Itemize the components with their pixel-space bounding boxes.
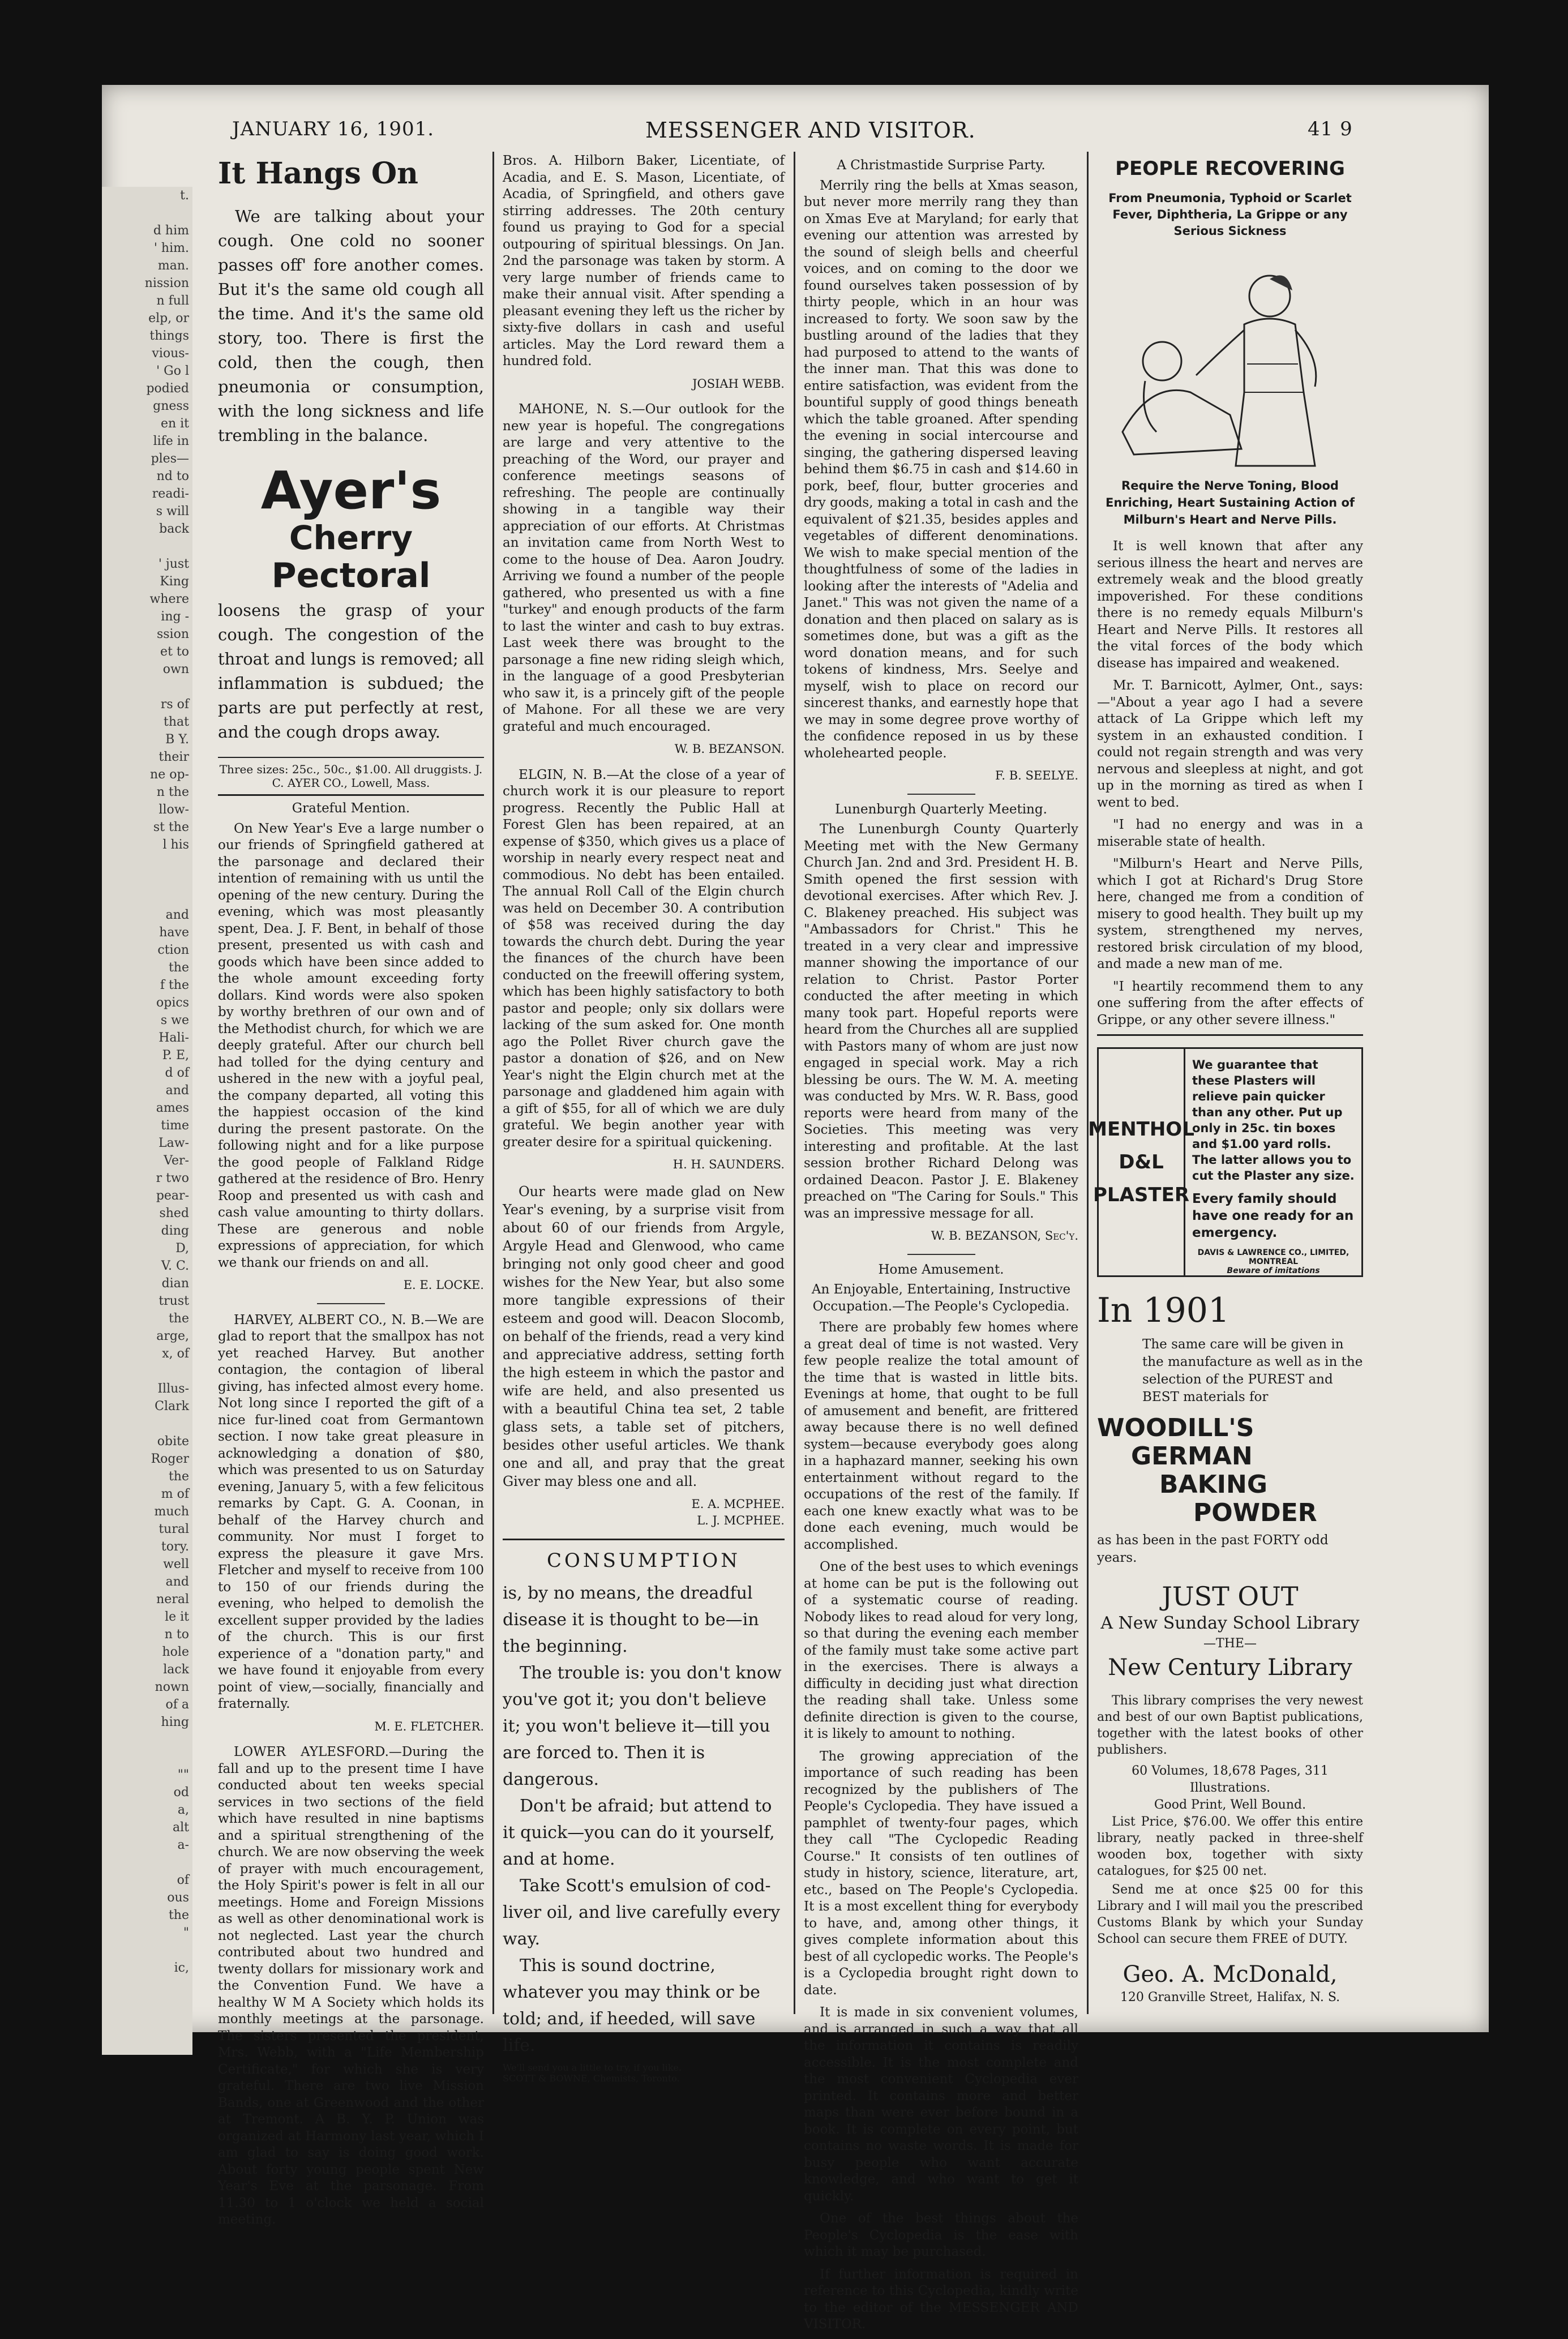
margin-fragment: x, of bbox=[162, 1347, 189, 1361]
margin-fragment: en it bbox=[160, 417, 189, 431]
lunenburgh-signature: W. B. BEZANSON, Sec'y. bbox=[931, 1229, 1078, 1243]
ad-headline: It Hangs On bbox=[218, 156, 418, 191]
justout-the: —THE— bbox=[1203, 1637, 1257, 1651]
grateful-signature: E. E. LOCKE. bbox=[403, 1278, 484, 1292]
margin-fragment: od bbox=[173, 1785, 189, 1800]
ad-product-line-1: Cherry bbox=[289, 519, 413, 557]
home-text-5: One of the best things about the People's Cyclopedia is the ease with which it may be purchased. bbox=[804, 2211, 1078, 2259]
ad-sizes: Three sizes: 25c., 50c., $1.00. All druggists. J. C. AYER CO., Lowell, Mass. bbox=[218, 757, 484, 790]
consumption-p4: Take Scott's emulsion of cod-liver oil, and live carefully every way. bbox=[503, 1875, 781, 1949]
justout-seller: Geo. A. McDonald, bbox=[1123, 1961, 1338, 1987]
column-2 bbox=[503, 153, 785, 2084]
margin-fragment bbox=[102, 1363, 192, 1380]
margin-fragment: gness bbox=[153, 399, 189, 413]
column-4 bbox=[1088, 153, 1363, 2006]
consumption-title: CONSUMPTION bbox=[546, 1549, 740, 1572]
margin-fragment bbox=[102, 1415, 192, 1433]
margin-fragment: hing bbox=[161, 1715, 189, 1729]
margin-fragment bbox=[102, 1749, 192, 1766]
margin-fragment: V. C. bbox=[161, 1259, 189, 1273]
recovering-body-2: Mr. T. Barnicott, Aylmer, Ont., says:—"About a year ago I had a severe attack of La Grippe which left my system in an exhausted condition. I could not regain strength and was very nervous and sleepless at night, and got up in the morning as tired as when I went to bed. bbox=[1097, 678, 1363, 810]
margin-fragment: tural bbox=[158, 1522, 189, 1536]
margin-fragment: the bbox=[168, 1312, 189, 1326]
newspaper-page bbox=[102, 85, 1489, 2332]
intro-text: Bros. A. Hilborn Baker, Licentiate, of Acadia, and E. S. Mason, Licentiate, of Acadia, of Springfield, and others gave stirring addresses. The 20th century found us praying to God for a special outpouring of spiritual blessings. On Jan. 2nd the parsonage was taken by storm. A very large number of friends came to make their annual visit. After spending a pleasant evening they left us the richer by sixty-five dollars in cash and useful articles. May the Lord reward them a hundred fold. bbox=[503, 153, 785, 369]
illustration-nurse-patient bbox=[1100, 245, 1360, 472]
aylesford-text: LOWER AYLESFORD.—During the fall and up to the present time I have conducted about ten weeks special services in two sections of the field which have resulted in nine baptisms and a spiritual strengthening of the church. We are now observing the week of prayer with much encouragement, the Holy Spirit's power is felt in all our meetings. Home and Foreign Missions as well as other denominational work is not neglected. Last year the church contributed about two hundred and twenty dollars for missionary work and the Convention Fund. We have a healthy W M A Society which holds its monthly meetings at the parsonage. The sisters presented the president, Mrs. Webb, with a "Life Membership Certificate," for which she is very grateful. There are two live Mission Bands, one at Greenwood and the other at Tremont. A B. Y. P. Union was organized at Harmony last year, which I am glad to say is doing good work. About forty young people spent New Year's Eve at the parsonage. From 11.30 to 1 o'clock we held a social meeting. bbox=[218, 1745, 484, 2227]
consumption-p1: is, by no means, the dreadful disease it is thought to be—in the beginning. bbox=[503, 1583, 759, 1656]
home-text-4: It is made in six convenient volumes, and is arranged in such a way that all the information it contains is readily accessible. It is the most complete and the most convenient Cyclopedia ever printed. It contains more and better maps than were ever before bound in a book. It is complete on every point, but contains no waste words. It is made for busy people who want accurate knowledge, and who want to get it quickly. bbox=[804, 2005, 1078, 2204]
margin-fragment: and bbox=[165, 1083, 189, 1098]
woodill-line-1: WOODILL'S bbox=[1097, 1413, 1254, 1442]
margin-fragment: the bbox=[168, 961, 189, 975]
divider bbox=[907, 1254, 975, 1255]
margin-fragment: a, bbox=[177, 1803, 189, 1817]
justout-title: JUST OUT bbox=[1162, 1581, 1299, 1612]
margin-fragment: things bbox=[149, 329, 189, 343]
margin-fragment: D, bbox=[175, 1241, 189, 1256]
recovering-body-4: "Milburn's Heart and Nerve Pills, which I got at Richard's Drug Store here, changed me from a condition of misery to good health. They built up my system, strengthened my nerves, restored brisk circulation of my blood, and made a new man of me. bbox=[1097, 856, 1363, 971]
elgin-signature: H. H. SAUNDERS. bbox=[672, 1158, 785, 1171]
header-date: JANUARY 16, 1901. bbox=[232, 118, 435, 140]
margin-fragment: man. bbox=[157, 259, 189, 273]
justout-stats: 60 Volumes, 18,678 Pages, 311 Illustrations. bbox=[1132, 1764, 1329, 1795]
xmas-text: Merrily ring the bells at Xmas season, but never more merrily rang they than on Xmas Eve at Maryland; for early that evening our attention was arrested by the sound of sleigh bells and cheerful voices, and on coming to the door we found ourselves taken possession of by thirty people, which in an hour was increased to forty. We soon saw by the bustling around of the ladies that they had purposed to attend to the wants of the inner man. That this was done to entire satisfaction, was evident from the bountiful supply of good things beneath which the table groaned. After spending the evening in social intercourse and singing, the gathering dispersed leaving behind them $6.75 in cash and $14.60 in pork, beef, flour, butter groceries and dry goods, making a total in cash and the equivalent of $21.35, besides apples and vegetables of different denominations. We wish to make special mention of the thoughtfulness of some of the ladies in looking after the interests of "Adelia and Janet." This was not given the name of a donation and then placed on salary as is sometimes done, but was a gift as the word donation means, and for such tokens of kindness, Mrs. Seelye and myself, wish to place on record our sincerest thanks, and earnestly hope that we may in some degree prove worthy of the confidence reposed in us by these wholehearted people. bbox=[804, 178, 1078, 761]
margin-fragment: ding bbox=[161, 1224, 189, 1238]
margin-fragment: "" bbox=[177, 1768, 189, 1782]
margin-fragment: nd to bbox=[156, 469, 189, 483]
margin-fragment: trust bbox=[158, 1294, 189, 1308]
lunenburgh-text: The Lunenburgh County Quarterly Meeting met with the New Germany Church Jan. 2nd and 3rd. President H. B. Smith opened the first session with devotional exercises. After which Rev. J. C. Blakeney preached. His subject was "Ambassadors for Christ." This he treated in a very clear and impressive manner showing the importance of our relation to Christ. Pastor Porter conducted the after meeting in which many took part. Hopeful reports were heard from the Churches all are supplied with Pastors many of whom are just now engaged in special work. May a rich blessing be ours. The W. M. A. meeting was conducted by Mrs. W. R. Bass, good reports were heard from many of the Societies. This meeting was very interesting and profitable. At the last session brother Richard Delong was ordained Deacon. Pastor J. E. Blakeney preached on "The Caring for Souls." This was an impressive message for all. bbox=[804, 822, 1078, 1221]
ad-body-2: loosens the grasp of your cough. The congestion of the throat and lungs is removed; all inflammation is subdued; the parts are put perfectly at rest, and the cough drops away. bbox=[218, 601, 484, 742]
woodill-text-2: as has been in the past FORTY odd years. bbox=[1097, 1533, 1329, 1565]
margin-fragment: le it bbox=[165, 1610, 189, 1624]
new-century-library-ad bbox=[1097, 1580, 1363, 2006]
harvey-text: HARVEY, ALBERT CO., N. B.—We are glad to report that the smallpox has not yet reached Harvey. But another contagion, the contagion of liberal giving, has infected almost every home. Not long since I reported the gift of a nice fur-lined coat from Germantown section. I now take great pleasure in acknowledging a donation of $80, which was presented to us on Saturday evening, January 5, with a few felicitous remarks by Capt. G. A. Coonan, in behalf of the Harvey church and community. Nor must I forget to express the pleasure it gave Mrs. Fletcher and myself to receive from 100 to 150 of our friends during the evening, who helped to demolish the excellent supper provided by the ladies of the church. This is our first experience of a "donation party," and we have found it enjoyable from every point of view,—socially, financially and fraternally. bbox=[218, 1312, 484, 1711]
margin-fragment: llow- bbox=[158, 803, 189, 817]
margin-fragment: " bbox=[183, 1926, 189, 1940]
margin-fragment bbox=[102, 204, 192, 222]
margin-fragment: d of bbox=[165, 1066, 189, 1080]
margin-fragment: ing - bbox=[161, 610, 189, 624]
mahone-text: MAHONE, N. S.—Our outlook for the new year is hopeful. The congregations are large and very attentive to the preaching of the Word, our prayer and conference meetings seasons of refreshing. The people are continually showing in a tangible way their appreciation of our efforts. At Christmas an invitation came from North West to come to the house of Dea. Aaron Joudry. Arriving we found a number of the people gathered, who presented us with a fine "turkey" and enough products of the farm to last the winter and cash to buy extras. Last week there was brought to the parsonage a fine new riding sleigh which, in the language of a good Presbyterian who saw it, is a princely gift of the people of Mahone. For all these we are very grateful and much encouraged. bbox=[503, 402, 785, 734]
argyle-signature-2: L. J. MCPHEE. bbox=[697, 1514, 785, 1527]
margin-fragment: back bbox=[159, 522, 189, 536]
woodill-text-1: The same care will be given in the manufacture as well as in the selection of the PUREST and BEST materials for bbox=[1142, 1337, 1363, 1404]
mahone-signature: W. B. BEZANSON. bbox=[674, 742, 785, 756]
grateful-text: On New Year's Eve a large number o our friends of Springfield gathered at the parsonage and declared their intention of remaining with us until the opening of the new century. During the evening, which was most pleasantly spent, Dea. J. F. Bent, in behalf of those present, presented us with cash and goods which have been since added to the whole amount exceeding forty dollars. Kind words were also spoken by worthy brethren of our own and of the Methodist church, for which we are deeply grateful. After our church bell had tolled for the dying century and ushered in the new with a joyful peal, the company departed, all voting this the happiest occasion of the kind during the present pastorate. On the following night and for a like purpose the good people of Falkland Ridge gathered at the residence of Bro. Henry Roop and presented us with cash and cash value amounting to thirty dollars. These are generous and noble expressions of appreciation, for which we thank our friends on and all. bbox=[218, 821, 484, 1270]
ad-body: We are talking about your cough. One cold no sooner passes off' fore another comes. But it's the same old cough all the time. And it's the same old story, too. There is first the cold, then the cough, then pneumonia or consumption, with the long sickness and life trembling in the balance. bbox=[218, 207, 484, 445]
consumption-ad bbox=[503, 1549, 785, 2084]
margin-fragment: where bbox=[149, 592, 189, 606]
margin-fragment: d him bbox=[153, 224, 189, 238]
margin-fragment: obite bbox=[157, 1434, 189, 1449]
argyle-signature-1: E. A. MCPHEE. bbox=[691, 1497, 785, 1511]
margin-fragment: st the bbox=[153, 820, 189, 834]
recovering-subtitle: From Pneumonia, Typhoid or Scarlet Fever, Diphtheria, La Grippe or any Serious Sickness bbox=[1108, 191, 1352, 238]
recovering-body-5: "I heartily recommend them to any one suffering from the after effects of Grippe, or any other severe illness." bbox=[1097, 979, 1363, 1027]
margin-fragment: Illus- bbox=[157, 1382, 189, 1396]
margin-fragment: have bbox=[159, 926, 189, 940]
margin-fragment: vious- bbox=[152, 346, 189, 361]
harvey-signature: M. E. FLETCHER. bbox=[374, 1719, 484, 1733]
margin-fragment: opics bbox=[156, 996, 189, 1010]
ad-brand: Ayer's bbox=[260, 460, 442, 521]
margin-fragment: Ver- bbox=[164, 1154, 189, 1168]
margin-fragment: l his bbox=[162, 838, 189, 852]
margin-fragment: their bbox=[158, 750, 189, 764]
plaster-label: PLASTER bbox=[1093, 1184, 1189, 1206]
justout-address: 120 Granville Street, Halifax, N. S. bbox=[1120, 1990, 1340, 2004]
margin-fragment: ous bbox=[167, 1891, 189, 1905]
ayers-ad bbox=[218, 156, 484, 796]
margin-fragment: ' him. bbox=[153, 241, 189, 255]
margin-fragment: life in bbox=[153, 434, 189, 448]
lunenburgh-heading: Lunenburgh Quarterly Meeting. bbox=[835, 802, 1047, 817]
menthol-beware: Beware of imitations bbox=[1227, 1266, 1320, 1275]
margin-fragment: ic, bbox=[174, 1961, 189, 1975]
margin-fragment: s we bbox=[160, 1013, 189, 1027]
woodill-line-4: POWDER bbox=[1193, 1498, 1317, 1527]
menthol-plaster-ad bbox=[1088, 1047, 1363, 1277]
divider bbox=[907, 794, 975, 795]
margin-fragment: and bbox=[165, 1575, 189, 1589]
justout-subtitle: A New Sunday School Library bbox=[1100, 1613, 1360, 1633]
header-title: MESSENGER AND VISITOR. bbox=[645, 118, 976, 143]
margin-fragment: dian bbox=[161, 1276, 189, 1291]
woodill-year: In 1901 bbox=[1097, 1291, 1230, 1330]
justout-bound: Good Print, Well Bound. bbox=[1154, 1798, 1306, 1812]
menthol-maker: DAVIS & LAWRENCE CO., LIMITED, MONTREAL bbox=[1197, 1248, 1349, 1266]
woodill-line-2: GERMAN bbox=[1131, 1442, 1253, 1471]
header-page-number: 41 9 bbox=[1308, 118, 1353, 140]
menthol-family: Every family should have one ready for an emergency. bbox=[1192, 1192, 1354, 1240]
xmas-signature: F. B. SEELYE. bbox=[995, 769, 1078, 782]
consumption-p5: This is sound doctrine, whatever you may think or be told; and, if heeded, will save life. bbox=[503, 1955, 760, 2055]
margin-fragment: tory. bbox=[161, 1540, 189, 1554]
margin-fragment: that bbox=[164, 715, 189, 729]
margin-fragment: of bbox=[177, 1873, 189, 1887]
margin-fragment: Roger bbox=[151, 1452, 189, 1466]
margin-fragment: n the bbox=[156, 785, 189, 799]
margin-fragment: pear- bbox=[156, 1189, 189, 1203]
woodill-ad bbox=[1097, 1291, 1363, 1567]
previous-page-margin bbox=[102, 187, 192, 2055]
woodill-line-3: BAKING bbox=[1159, 1470, 1267, 1499]
column-3 bbox=[804, 153, 1078, 2339]
margin-fragment: Law- bbox=[158, 1136, 189, 1150]
consumption-p2: The trouble is: you don't know you've got it; you don't believe it; you won't believe it—till you are forced to. Then it is dangerous. bbox=[503, 1663, 782, 1789]
home-text-3: The growing appreciation of the importance of such reading has been recognized by the publishers of The People's Cyclopedia. They have issued a pamphlet of twenty-four pages, which they call "The Cyclopedic Reading Course." It consists of ten outlines of study in history, science, literature, art, etc., based on The People's Cyclopedia. It is a most excellent thing for everybody to have, and, among other things, it gives complete information about this best of all cyclopedic works. The People's is a Cyclopedia brought right down to date. bbox=[804, 1749, 1078, 1998]
margin-fragment: m of bbox=[161, 1487, 189, 1501]
ad-product-line-2: Pectoral bbox=[271, 556, 431, 596]
column-rule-2 bbox=[794, 152, 795, 2014]
margin-fragment bbox=[102, 1942, 192, 1959]
margin-fragment: ples— bbox=[151, 452, 189, 466]
margin-fragment bbox=[102, 538, 192, 555]
margin-fragment: P. E, bbox=[162, 1048, 189, 1063]
margin-fragment: neral bbox=[156, 1592, 189, 1607]
intro-signature: JOSIAH WEBB. bbox=[692, 376, 785, 391]
recovering-ad bbox=[1097, 157, 1363, 1036]
margin-fragment: rs of bbox=[160, 697, 189, 712]
margin-fragment: Clark bbox=[155, 1399, 189, 1413]
margin-fragment: ames bbox=[156, 1101, 189, 1115]
ad-divider bbox=[1097, 1034, 1363, 1036]
column-rule-1 bbox=[492, 152, 494, 2014]
home-text-6: If further information is required in reference to this Cyclopedia, kindly write to the editor of the MESSENGER AND VISITOR. bbox=[804, 2267, 1078, 2332]
margin-fragment bbox=[102, 678, 192, 696]
consumption-footer-2: SCOTT & BOWNE, Chemists, Toronto. bbox=[503, 2072, 680, 2084]
margin-fragment: n to bbox=[164, 1627, 189, 1642]
consumption-ad-divider bbox=[503, 1539, 785, 1540]
recovering-caption: Require the Nerve Toning, Blood Enriching, Heart Sustaining Action of Milburn's Heart and Nerve Pills. bbox=[1105, 479, 1355, 526]
margin-fragment bbox=[102, 871, 192, 889]
margin-fragment: podied bbox=[146, 382, 189, 396]
ad-divider bbox=[218, 794, 484, 796]
home-subheading: An Enjoyable, Entertaining, Instructive Occupation.—The People's Cyclopedia. bbox=[811, 1282, 1071, 1314]
margin-fragment: of a bbox=[165, 1698, 189, 1712]
margin-fragment: Hali- bbox=[158, 1031, 189, 1045]
margin-fragment bbox=[102, 889, 192, 906]
home-heading: Home Amusement. bbox=[878, 1262, 1004, 1277]
margin-fragment: lack bbox=[163, 1663, 189, 1677]
margin-fragment: readi- bbox=[152, 487, 189, 501]
margin-fragment: ' just bbox=[158, 557, 189, 571]
argyle-text: Our hearts were made glad on New Year's evening, by a surprise visit from about 60 of our friends from Argyle, Argyle Head and Glenwood, who came bringing not only good cheer and good wishes for the New Year, but also some more tangible expressions of their esteem and good will. Deacon Slocomb, on behalf of the friends, read a very kind and appreciative address, setting forth the high esteem in which the pastor and wife are held, and also presented us with a beautiful China tea set, 2 table glass sets, a table set of pitchers, besides other useful articles. We thank one and all, and pray that the great Giver may bless one and all. bbox=[503, 1183, 785, 1489]
margin-fragment: and bbox=[165, 908, 189, 922]
margin-fragment: hole bbox=[162, 1645, 189, 1659]
consumption-p3: Don't be afraid; but attend to it quick—you can do it yourself, and at home. bbox=[503, 1796, 775, 1869]
home-text-2: One of the best uses to which evenings at home can be put is the following out of a systematic course of reading. Nobody likes to read aloud for very long, so that during the evening each member of the family must take some active part in the exercises. There is always a difficulty in deciding just what direction the reading shall take. Unless some definite direction is given to the course, it is likely to amount to nothing. bbox=[804, 1560, 1078, 1741]
column-rule-3 bbox=[1087, 152, 1089, 2014]
margin-fragment bbox=[102, 1731, 192, 1749]
grateful-heading: Grateful Mention. bbox=[292, 801, 410, 816]
margin-fragment: ssion bbox=[156, 627, 189, 641]
margin-fragment: well bbox=[163, 1557, 189, 1571]
column-1 bbox=[218, 153, 484, 2234]
elgin-text: ELGIN, N. B.—At the close of a year of church work it is our pleasure to report progress. Recently the Public Hall at Forest Glen has been repaired, at an expense of $350, which gives us a place of worship in nearly every respect neat and commodious. No debt has been entailed. The annual Roll Call of the Elgin church was held on December 30. A contribution of $58 was received during the day towards the church debt. During the year the finances of the church have been conducted on the freewill offering system, which has been highly satisfactory to both pastor and people; only six dollars were lacking of the sum asked for. One month ago the Pollet River church gave the pastor a donation of $26, and on New Year's night the Elgin church met at the parsonage and gladdened him again with a gift of $55, for all of which we are duly grateful. We begin another year with greater desire for a spiritual quickening. bbox=[503, 767, 785, 1150]
margin-fragment bbox=[102, 854, 192, 871]
margin-fragment: n full bbox=[156, 294, 189, 308]
dl-label: D&L bbox=[1119, 1151, 1164, 1173]
xmas-heading: A Christmastide Surprise Party. bbox=[837, 158, 1046, 173]
home-text-1: There are probably few homes where a great deal of time is not wasted. Very few people realize the total amount of the time that is wasted in little bits. Evenings at home, that ought to be full of amusement and benefit, are frittered away because there is no well defined system—because everybody goes along in a haphazard manner, seeking his own entertainment without regard to the occupations of the rest of the family. If each one knew exactly what was to be done each evening, much would be accomplished. bbox=[804, 1320, 1078, 1552]
consumption-footer-1: We'll send you a little to try, if you like. bbox=[503, 2062, 682, 2073]
margin-fragment bbox=[102, 1854, 192, 1871]
margin-fragment: alt bbox=[173, 1820, 189, 1835]
margin-fragment: the bbox=[168, 1470, 189, 1484]
justout-description: This library comprises the very newest and best of our own Baptist publications, together with the latest books of other publishers. bbox=[1097, 1694, 1363, 1757]
justout-offer: Send me at once $25 00 for this Library and I will mail you the prescribed Customs Blank by which your Sunday School can secure them FREE of DUTY. bbox=[1097, 1883, 1363, 1946]
margin-fragment: et to bbox=[160, 645, 189, 659]
recovering-body-1: It is well known that after any serious illness the heart and nerves are extremely weak and the blood greatly impoverished. For these conditions there is no remedy equals Milburn's Heart and Nerve Pills. It restores all the vital forces of the body which disease has impaired and weakened. bbox=[1097, 539, 1363, 671]
margin-fragment: f the bbox=[160, 978, 189, 992]
margin-fragment: the bbox=[168, 1908, 189, 1922]
margin-fragment: nown bbox=[155, 1680, 189, 1694]
margin-fragment: t. bbox=[180, 189, 189, 203]
justout-price: List Price, $76.00. We offer this entire library, neatly packed in three-shelf wooden box, together with sixty catalogues, for $25 00 net. bbox=[1097, 1815, 1363, 1878]
divider bbox=[317, 1303, 385, 1304]
margin-fragment: shed bbox=[159, 1206, 189, 1220]
margin-fragment: elp, or bbox=[148, 311, 189, 325]
margin-fragment: much bbox=[154, 1505, 189, 1519]
menthol-label: MENTHOL bbox=[1088, 1118, 1194, 1141]
margin-fragment: King bbox=[160, 575, 189, 589]
justout-library-name: New Century Library bbox=[1108, 1655, 1352, 1681]
margin-fragment: ' Go l bbox=[156, 364, 189, 378]
margin-fragment: ne op- bbox=[150, 768, 189, 782]
margin-fragment: time bbox=[161, 1119, 189, 1133]
margin-fragment: ction bbox=[157, 943, 189, 957]
menthol-guarantee: We guarantee that these Plasters will relieve pain quicker than any other. Put up only in 25c. tin boxes and $1.00 yard rolls. The latter allows you to cut the Plaster any size. bbox=[1192, 1058, 1355, 1183]
recovering-title: PEOPLE RECOVERING bbox=[1115, 157, 1345, 180]
margin-fragment: own bbox=[162, 662, 189, 676]
margin-fragment: B Y. bbox=[165, 732, 189, 747]
margin-fragment: s will bbox=[156, 504, 189, 519]
consumption-body bbox=[503, 1580, 785, 2059]
margin-fragment: arge, bbox=[156, 1329, 189, 1343]
recovering-body-3: "I had no energy and was in a miserable state of health. bbox=[1097, 817, 1363, 849]
margin-fragment: nission bbox=[144, 276, 189, 290]
margin-fragment: a- bbox=[177, 1838, 189, 1852]
margin-fragment: r two bbox=[156, 1171, 189, 1185]
